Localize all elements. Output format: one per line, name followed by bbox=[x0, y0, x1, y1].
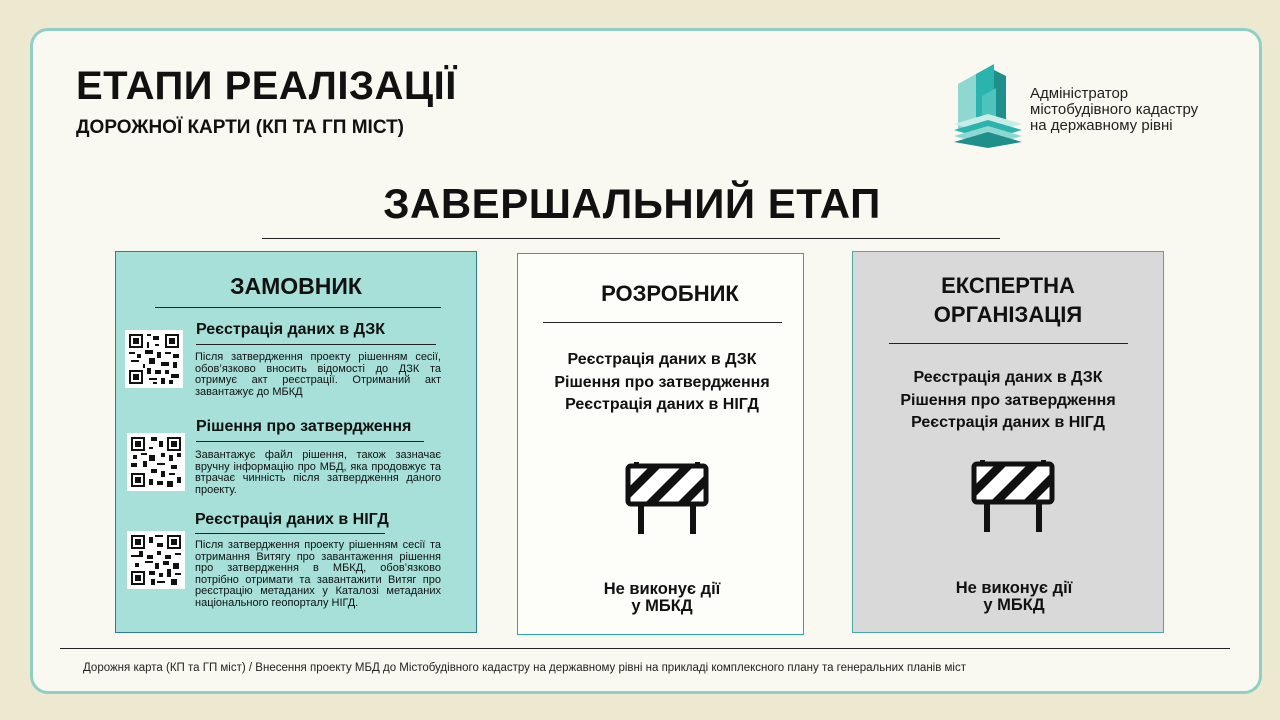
developer-title: РОЗРОБНИК bbox=[601, 281, 739, 306]
list-item: Реєстрація даних в НІГД bbox=[911, 414, 1105, 431]
customer-item-text: Після затвердження проекту рішенням сесії та отримання Витягу про завантаження рішення про затвердження в МБКД, обов’язково потрібно отримати та завантажити Витяг про реєстрацію метаданих у Каталозі метаданих національного геопорталу НІГД. bbox=[195, 539, 441, 609]
list-item: Рішення про затвердження bbox=[900, 391, 1116, 409]
footer-divider bbox=[60, 648, 1230, 649]
customer-item-text: Завантажує файл рішення, також зазначає вручну інформацію про МБД, яка продовжує та втрачає чинність після затвердження даного проекту. bbox=[195, 449, 441, 496]
note-line: Не виконує дії bbox=[603, 580, 721, 598]
road-barrier-icon bbox=[624, 462, 710, 534]
note-line: у МБКД bbox=[631, 597, 693, 615]
developer-column bbox=[517, 253, 804, 635]
logo-line: Адміністратор bbox=[1030, 85, 1129, 102]
customer-item-text: Після затвердження проекту рішенням сесії, обов’язково вносить відомості до ДЗК та отримує акт реєстрації. Отриманий акт завантажує до МБКД bbox=[195, 351, 441, 398]
list-item: Реєстрація даних в ДЗК bbox=[567, 351, 757, 368]
expert-title-line: ЕКСПЕРТНА bbox=[941, 273, 1075, 298]
logo-line: на державному рівні bbox=[1030, 117, 1173, 134]
customer-divider bbox=[155, 307, 441, 308]
buildings-logo-icon bbox=[952, 62, 1024, 148]
item-divider bbox=[196, 344, 436, 345]
page-title: ЕТАПИ РЕАЛІЗАЦІЇ bbox=[76, 64, 457, 108]
note-line: у МБКД bbox=[983, 596, 1045, 614]
customer-title: ЗАМОВНИК bbox=[230, 273, 362, 299]
expert-note bbox=[858, 580, 1170, 614]
developer-note bbox=[517, 581, 807, 615]
developer-list bbox=[517, 349, 807, 417]
stage-divider bbox=[262, 238, 1000, 239]
logo-line: містобудівного кадастру bbox=[1030, 101, 1199, 118]
expert-divider bbox=[889, 343, 1128, 344]
qr-code-icon bbox=[127, 531, 185, 589]
expert-title bbox=[852, 271, 1164, 329]
customer-item-title: Реєстрація даних в НІГД bbox=[195, 511, 389, 528]
list-item: Рішення про затвердження bbox=[554, 373, 770, 391]
road-barrier-icon bbox=[970, 460, 1056, 532]
footer-text: Дорожня карта (КП та ГП міст) / Внесення проекту МБД до Містобудівного кадастру на державному рівні на прикладі комплексного плану та генеральних планів міст bbox=[83, 662, 967, 674]
item-divider bbox=[195, 533, 385, 534]
customer-item-title: Рішення про затвердження bbox=[196, 418, 412, 435]
list-item: Реєстрація даних в ДЗК bbox=[913, 369, 1103, 386]
customer-item-title: Реєстрація даних в ДЗК bbox=[196, 321, 386, 338]
expert-title-line: ОРГАНІЗАЦІЯ bbox=[933, 302, 1083, 327]
list-item: Реєстрація даних в НІГД bbox=[565, 396, 759, 413]
developer-divider bbox=[543, 322, 782, 323]
logo-text bbox=[1030, 86, 1198, 134]
note-line: Не виконує дії bbox=[955, 579, 1073, 597]
expert-list bbox=[852, 367, 1164, 435]
qr-code-icon bbox=[125, 330, 183, 388]
page-subtitle: ДОРОЖНОЇ КАРТИ (КП ТА ГП МІСТ) bbox=[76, 117, 405, 138]
stage-title: ЗАВЕРШАЛЬНИЙ ЕТАП bbox=[383, 180, 881, 227]
qr-code-icon bbox=[127, 433, 185, 491]
item-divider bbox=[196, 441, 424, 442]
